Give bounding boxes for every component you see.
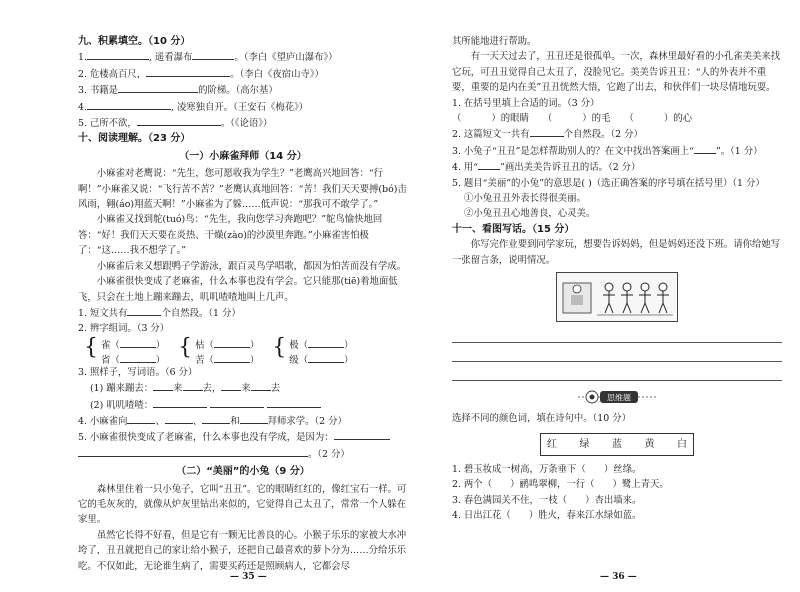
bonus-line-2: 2. 两个（ ）鹂鸣翠柳，一行（ ）鹭上青天。 [452, 479, 669, 491]
question-3-2: (2) 叽叽喳喳： [78, 397, 408, 413]
answer-blank[interactable] [308, 352, 344, 363]
answer-blank[interactable] [120, 352, 156, 363]
answer-blank[interactable] [334, 429, 390, 440]
answer-blank[interactable] [165, 413, 193, 424]
answer-blank[interactable] [221, 380, 241, 391]
passage-2-continued: 其所能地进行帮助。 [452, 36, 537, 47]
answer-blank[interactable] [251, 380, 271, 391]
writing-line[interactable] [452, 326, 782, 343]
q9-4: 4. , 凌寒独自开。（王安石《梅花》） [78, 99, 408, 115]
brace-icon: { [178, 334, 193, 360]
thinking-question-badge [578, 389, 656, 405]
r-question-3: 3. 小兔子“丑丑”是怎样帮助别人的？在文中找出答案画上“ ”。（1 分） [452, 143, 782, 159]
bonus-line-3: 3. 春色满园关不住，一枝（ ）杏出墙来。 [452, 494, 642, 506]
answer-blank[interactable] [240, 413, 268, 424]
question-3: 3. 照样子，写词语。（6 分） [78, 366, 198, 378]
r-question-1-blanks: （ ）的眼睛 （ ）的毛 （ ）的心 [452, 113, 692, 125]
writing-line[interactable] [452, 345, 782, 362]
q9-2: 2. 危楼高百尺， 。（李白《夜宿山寺》） [78, 66, 408, 82]
color-word: 红 [547, 438, 557, 450]
section-10-title: 十、阅读理解。（23 分） [78, 133, 191, 145]
right-page [452, 34, 782, 524]
answer-blank[interactable] [120, 337, 156, 348]
answer-blank[interactable] [267, 397, 321, 408]
answer-blank[interactable] [530, 126, 564, 137]
question-5-cont: 。（2 分） [78, 446, 408, 462]
answer-blank[interactable] [153, 397, 207, 408]
r-question-4: 4. 用“ ”画出美美告诉丑丑的话。（2 分） [452, 159, 782, 175]
q9-5: 5. 己所不欲， 。（《论语》） [78, 115, 408, 131]
option-2: ②小兔丑丑心地善良，心灵美。 [464, 208, 596, 220]
word-groups: { 雀（ ） 省（ ） { 枯（ ） 苦（ ） { 极（ ） 级（ ） [84, 334, 354, 366]
brace-icon: { [272, 334, 287, 360]
page-number-left: — 35 — [230, 572, 267, 582]
answer-blank[interactable] [127, 305, 161, 316]
bonus-question: 选择不同的颜色词，填在诗句中。（10 分） [452, 413, 631, 425]
passage-2-paragraph: 虽然它长得不好看，但是它有一颗无比善良的心。小猴子乐乐的家被大水冲垮了，丑丑就把自己的家让给小猴子，还把自己最喜欢的萝卜分为……分给乐乐吃。不仅如此，无论谁生病了，需要买药还是照顾病人，它都会尽 [78, 529, 407, 572]
answer-blank[interactable] [153, 380, 173, 391]
q9-1: 1. , 遥看瀑布 。（李白《望庐山瀑布》） [78, 49, 408, 65]
answer-blank[interactable] [214, 352, 250, 363]
answer-blank[interactable] [118, 82, 198, 93]
option-1: ①小兔丑丑外表长得很美丽。 [464, 193, 586, 205]
passage-1-title: （一）小麻雀拜师（14 分） [179, 150, 307, 162]
r-question-1: 1. 在括号里填上合适的词。（3 分） [452, 97, 600, 109]
answer-blank[interactable] [202, 413, 230, 424]
question-2: 2. 辨字组词。（3 分） [78, 323, 170, 335]
r-question-5: 5. 题目“美丽”的小兔”的意思是( )（选正确答案的序号填在括号里）（1 分） [452, 177, 765, 189]
answer-blank[interactable] [210, 397, 264, 408]
passage-2-title: （二）“美丽”的小兔（9 分） [176, 466, 310, 478]
color-word-box [540, 433, 694, 456]
answer-blank[interactable] [214, 337, 250, 348]
passage-1-paragraph: 小麻雀又找到鸵(tuó)鸟：“先生，我向您学习奔跑吧？”鸵鸟愉快地回答：“好！我们天天要在炎热、干燥(zào)的沙漠里奔跑。”小麻雀害怕极了：“这……我不想学了。” [78, 214, 383, 257]
underline-sample [694, 143, 716, 154]
bonus-label: 思维题 [607, 393, 631, 403]
color-word: 绿 [579, 438, 590, 450]
section-11-title: 十一、看图写话。（15 分） [452, 223, 575, 235]
page-number-right: — 36 — [600, 572, 637, 582]
underline-sample [478, 159, 500, 170]
left-page [78, 34, 408, 574]
answer-blank[interactable] [87, 99, 171, 110]
answer-blank[interactable] [308, 337, 344, 348]
question-1: 1. 短文共有 个自然段。（1 分） [78, 305, 408, 321]
section-9-title: 九、积累填空。（10 分） [78, 36, 191, 47]
answer-blank[interactable] [78, 446, 308, 457]
bonus-line-1: 1. 碧玉妆成一树高，万条垂下（ ）丝绦。 [452, 463, 642, 475]
question-4: 4. 小麻雀向 、 、 和 拜师求学。（2 分） [78, 413, 408, 429]
question-5: 5. 小麻雀很快变成了老麻雀，什么本事也没有学成，是因为： [78, 429, 408, 445]
answer-blank[interactable] [137, 115, 221, 126]
answer-blank[interactable] [192, 49, 234, 60]
r-question-2: 2. 这篇短文一共有 个自然段。（2 分） [452, 126, 782, 142]
passage-2-paragraph: 有一天天过去了，丑丑还是很孤单。一次，森林里最好看的小孔雀美美来找它玩，可丑丑觉得自己太丑了，没脸见它。美美告诉丑丑：“人的外表并不重要，重要的是内在美”丑丑恍然大悟，它跑了出去，和伙伴们一块尽情地玩耍。 [452, 51, 781, 94]
answer-blank[interactable] [183, 380, 203, 391]
color-word: 蓝 [612, 438, 622, 450]
brace-icon: { [84, 334, 98, 360]
writing-line[interactable] [452, 364, 782, 381]
answer-blank[interactable] [87, 49, 149, 60]
passage-1-paragraph: 小麻雀对老鹰说：“先生，您可愿收我为学生？”老鹰高兴地回答：“行啊！”小麻雀又说：“飞行苦不苦？”老鹰认真地回答：“苦！我们天天要搏(bó)击风雨，翱(áo)翔蓝天啊！”小麻雀为了躲……低声说：“那我可不敢学了。” [78, 168, 407, 211]
answer-blank[interactable] [146, 66, 230, 77]
kids-playing-illustration [556, 272, 678, 322]
passage-1-paragraph: 小麻雀后来又想跟鸭子学游泳，跟百灵鸟学唱歌，都因为怕苦而没有学成。 [96, 260, 407, 272]
passage-2-paragraph: 森林里住着一只小兔子，它叫“丑丑”。它的眼睛红红的，像红宝石一样。可它的毛灰灰的，就像从炉灰里钻出来似的，它觉得自己太丑了，常常一个人躲在家里。 [78, 483, 407, 526]
color-word: 白 [677, 438, 687, 450]
passage-1-paragraph: 小麻雀很快变成了老麻雀，什么本事也没有学会。它只能那(tiē)着地面低飞，只会在土地上蹦来蹦去，叽叽喳喳地叫上几声。 [78, 276, 398, 303]
answer-blank[interactable] [127, 413, 155, 424]
bonus-line-4: 4. 日出江花（ ）胜火，春来江水绿如蓝。 [452, 510, 642, 522]
q9-3: 3. 书籍是 的阶梯。（高尔基） [78, 82, 408, 98]
question-3-1: (1) 蹦来蹦去： 来 去， 来 去 [78, 380, 408, 396]
color-word: 黄 [644, 438, 655, 450]
section-11-instructions: 你写完作业要到同学家玩，想要告诉妈妈，但是妈妈还没下班。请你给她写一张留言条，说明情况。 [452, 239, 781, 266]
